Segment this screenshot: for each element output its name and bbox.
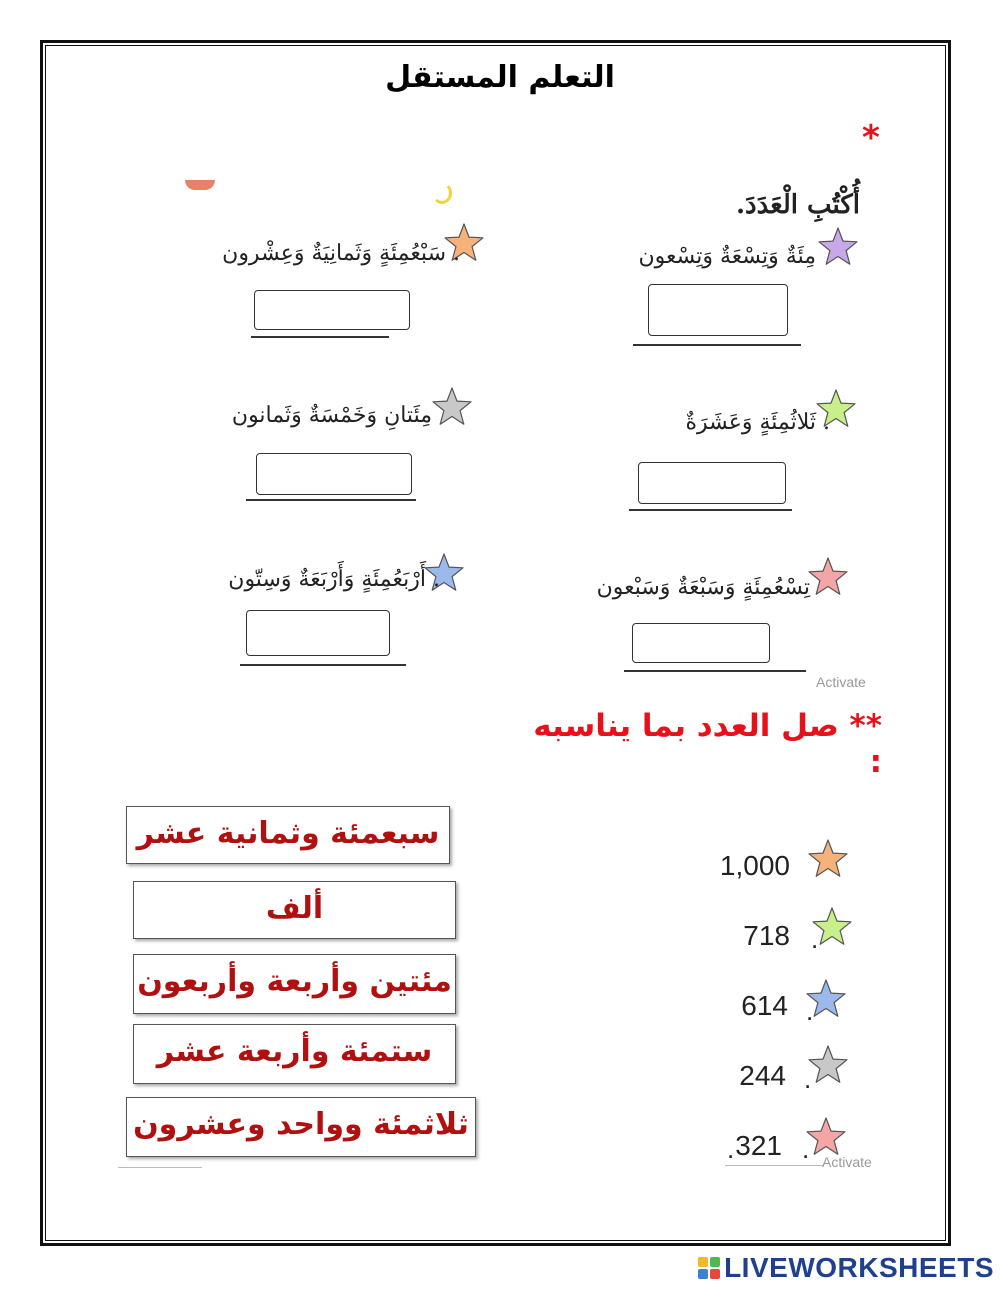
divider: [725, 1165, 823, 1166]
number-244[interactable]: 244: [739, 1060, 786, 1091]
word-card-4[interactable]: ستمئة وأربعة عشر: [133, 1024, 456, 1084]
answer-box-3[interactable]: [638, 462, 786, 504]
answer-line: [240, 664, 406, 666]
star-icon: [806, 556, 850, 600]
number-words-2: . سَبْعُمِئَةٍ وَثَمانِيَةٌ وَعِشْرون: [222, 241, 460, 266]
answer-line: [246, 499, 416, 501]
logo-tiles-icon: [698, 1257, 720, 1279]
word-card-3[interactable]: مئتين وأربعة وأربعون: [133, 954, 456, 1014]
dot-mark: .: [806, 996, 814, 1026]
dot-mark: .: [811, 924, 819, 954]
answer-box-2[interactable]: [254, 290, 410, 330]
section1-instruction: أُكْتُبِ الْعَدَدَ.: [736, 190, 860, 220]
number-614[interactable]: 614: [741, 990, 788, 1021]
answer-line: [251, 336, 389, 338]
number-words-5: تِسْعُمِئَةٍ وَسَبْعَةٌ وَسَبْعون: [596, 575, 810, 600]
dot-mark: .: [804, 1064, 812, 1094]
answer-line: [633, 344, 801, 346]
logo-text: LIVEWORKSHEETS: [724, 1252, 994, 1283]
star-icon: [806, 1044, 850, 1088]
section1-marker: *: [862, 118, 880, 158]
star-icon: [430, 386, 474, 430]
number-718[interactable]: 718: [743, 920, 790, 951]
dot-mark: .: [727, 1134, 735, 1164]
divider: [118, 1167, 202, 1168]
section2-instruction: ** صل العدد بما يناسبه :: [533, 708, 882, 780]
answer-box-1[interactable]: [648, 284, 788, 336]
page-title: التعلم المستقل: [385, 60, 615, 95]
number-1000[interactable]: 1,000: [719, 850, 790, 881]
answer-box-5[interactable]: [632, 623, 770, 663]
answer-line: [629, 509, 792, 511]
number-words-4: مِئَتانِ وَخَمْسَةٌ وَثَمانون: [231, 403, 432, 428]
answer-line: [624, 670, 806, 672]
number-words-6: . أَرْبَعُمِئَةٍ وَأَرْبَعَةٌ وَسِتّون: [228, 567, 440, 592]
number-words-1: مِئَةٌ وَتِسْعَةٌ وَتِسْعون: [638, 244, 816, 269]
word-card-5[interactable]: ثلاثمئة وواحد وعشرون: [126, 1097, 476, 1157]
answer-box-6[interactable]: [246, 610, 390, 656]
number-words-3: . ثَلاثُمِئَةٍ وَعَشَرَةٌ: [685, 410, 830, 435]
number-321[interactable]: 321: [735, 1130, 782, 1161]
answer-box-4[interactable]: [256, 453, 412, 495]
star-icon: [816, 226, 860, 270]
watermark-text: Activate: [816, 674, 866, 690]
liveworksheets-logo: [698, 1251, 994, 1285]
word-card-2[interactable]: ألف: [133, 881, 456, 939]
watermark-text: Activate: [822, 1154, 872, 1170]
star-icon: [806, 838, 850, 882]
dot-mark: .: [802, 1134, 810, 1164]
word-card-1[interactable]: سبعمئة وثمانية عشر: [126, 806, 450, 864]
decoration-shape: [432, 182, 452, 204]
